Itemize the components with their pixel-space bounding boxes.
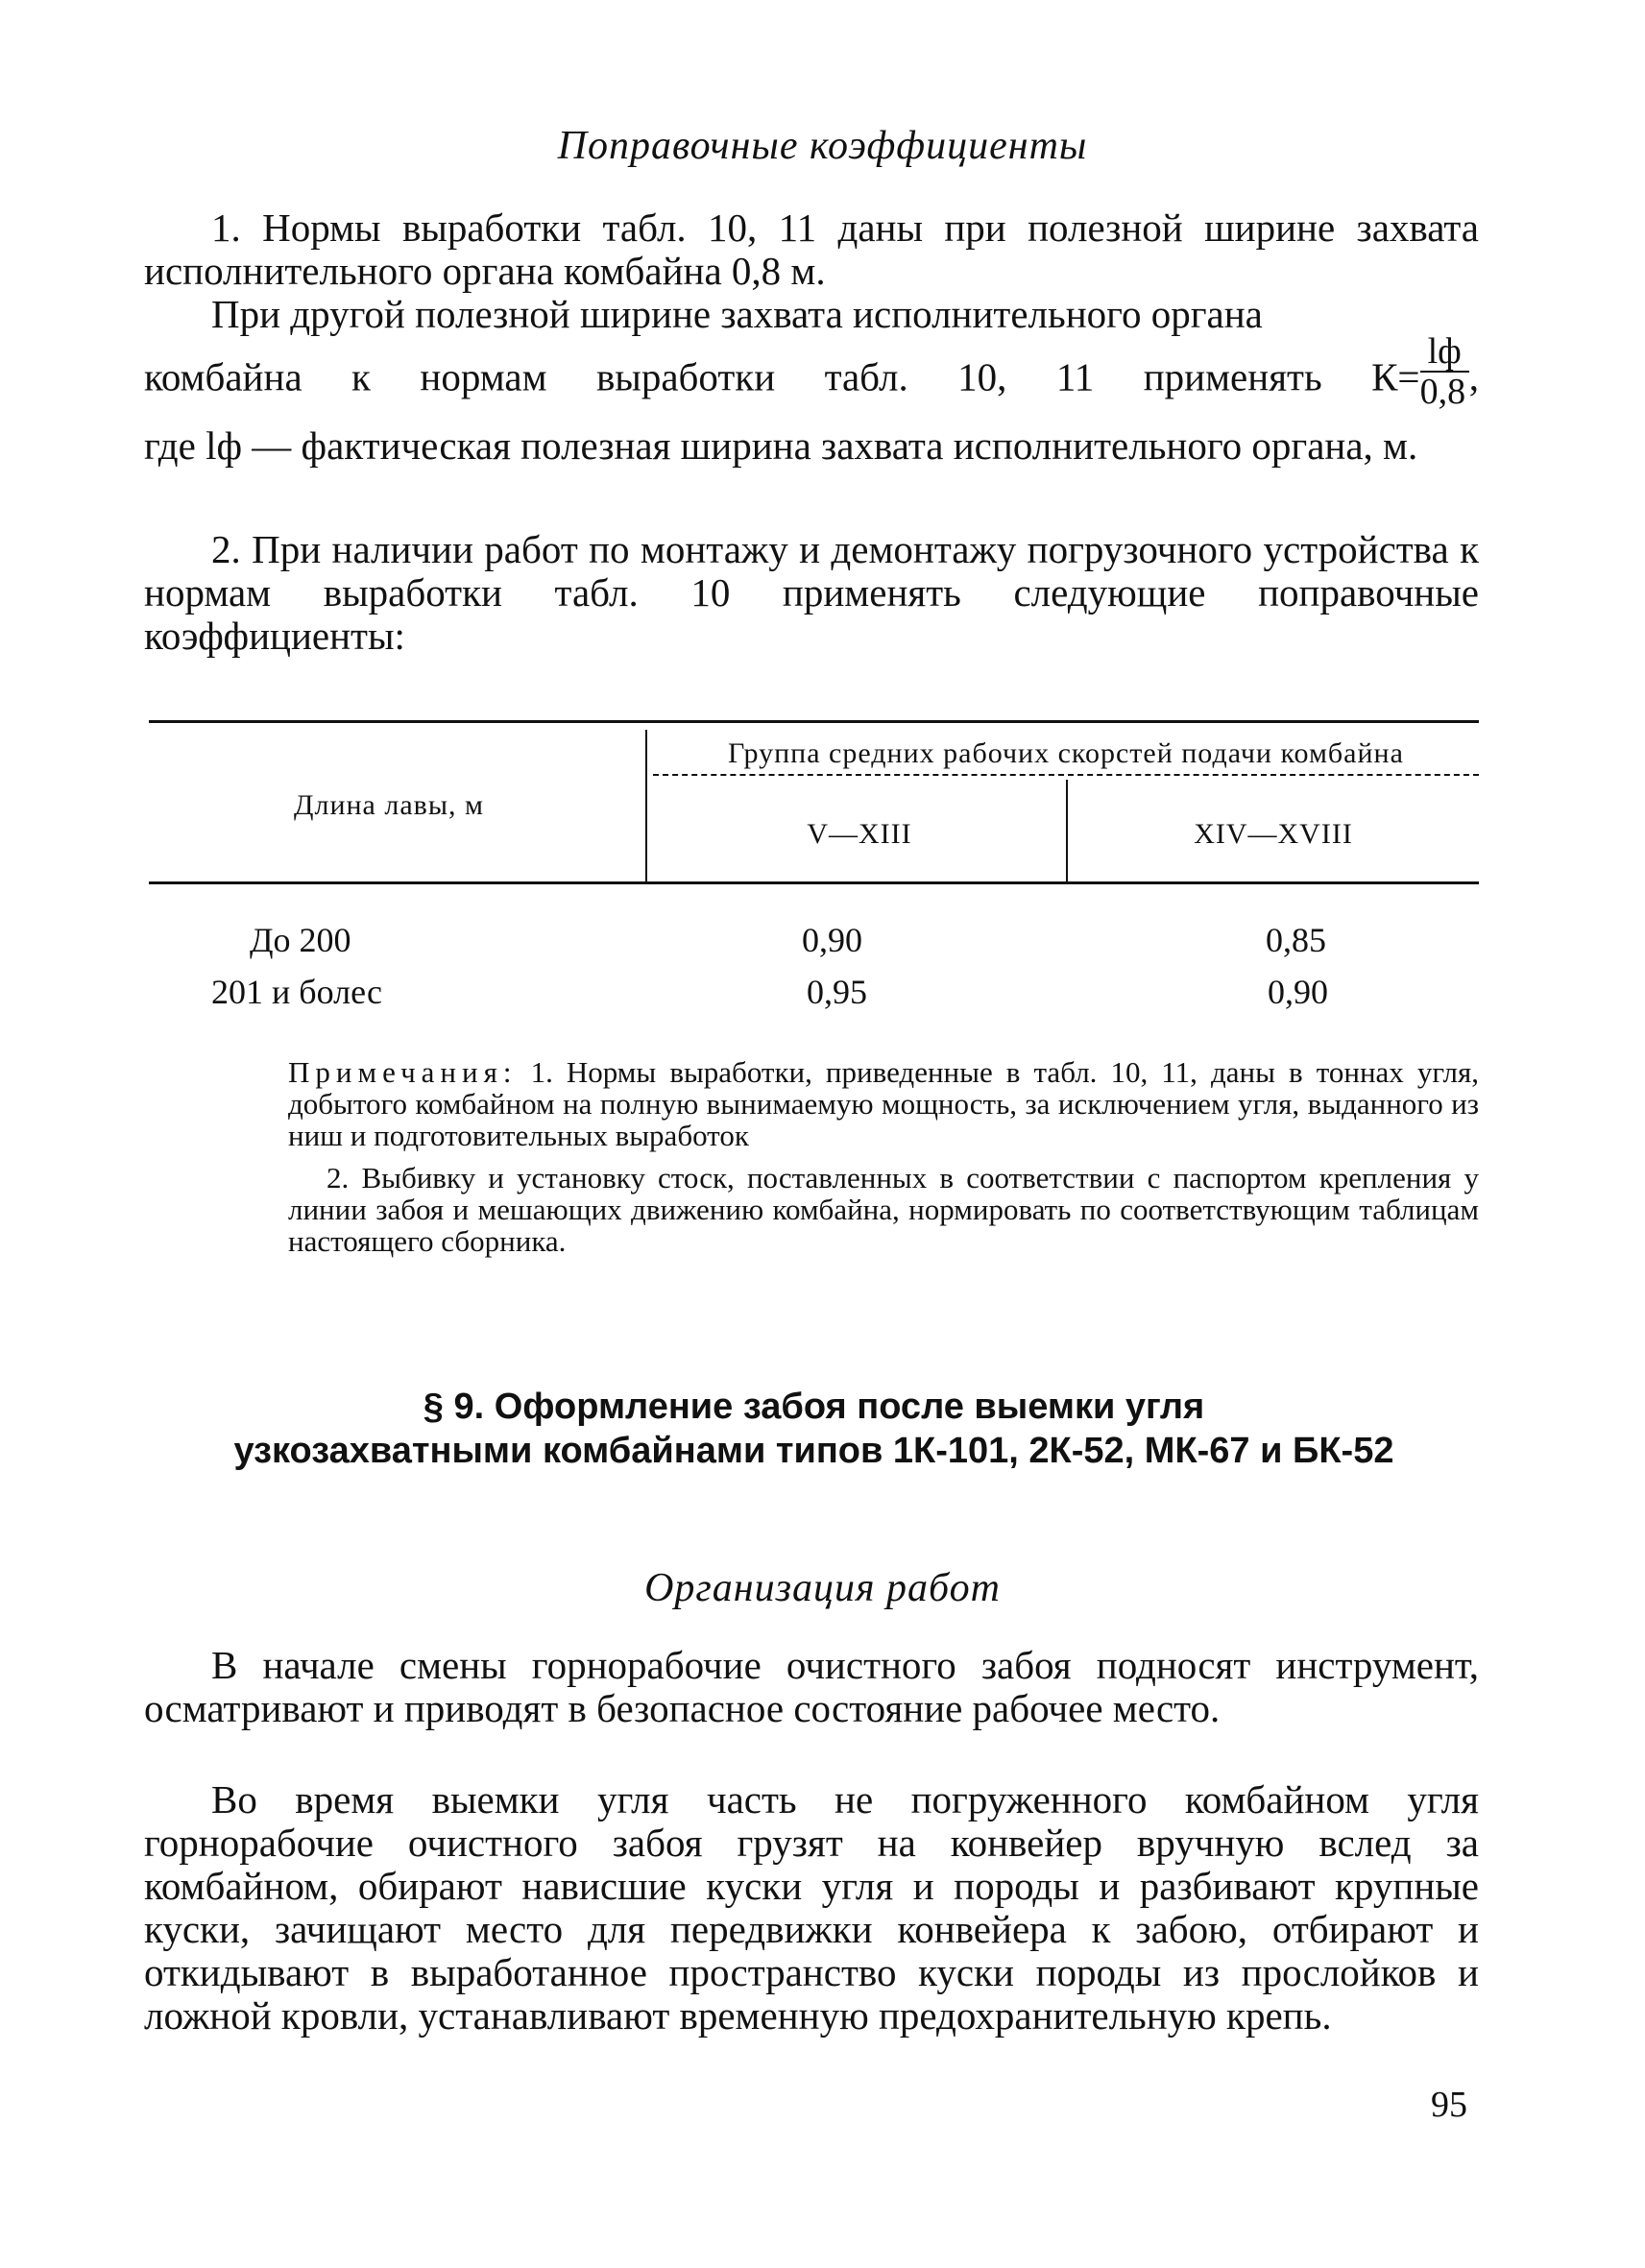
table-row-1-length: До 200: [250, 921, 351, 959]
paragraph-2-line-3: где lф — фактическая полезная ширина захвата исполнительного органа, м.: [144, 423, 1418, 468]
table-header-col-b: XIV—XVIII: [1194, 818, 1353, 850]
table-row-1-col-a: 0,90: [802, 921, 862, 959]
table-header-length: Длина лавы, м: [294, 789, 484, 821]
corrections-heading: Поправочные коэффициенты: [557, 124, 1088, 168]
table-divider: [645, 730, 647, 881]
organization-paragraph-1: В начале смены горнорабочие очистного забоя подносят инструмент, осматривают и приводят в безопасное состояние рабочее место.: [144, 1643, 1479, 1730]
table-note-1: Примечания: 1. Нормы выработки, приведенные в табл. 10, 11, даны в тоннах угля, добытого комбайном на полную вынимаемую мощность, за исключением угля, выданного из ниш и подготовительных выработок: [288, 1055, 1479, 1152]
organization-heading: Организация работ: [644, 1566, 1001, 1610]
paragraph-2-line-1: При другой полезной ширине захвата исполнительного органа: [211, 292, 1263, 336]
correction-formula: $\frac{lф}{0,8}$: [1420, 332, 1469, 411]
table-row-2-length: 201 и болес: [211, 973, 382, 1011]
paragraph-2-line-2: комбайна к нормам выработки табл. 10, 11 применять К= $\frac{lф}{0,8}$ ,: [144, 331, 1479, 412]
table-row-2-col-a: 0,95: [807, 973, 867, 1011]
page-number: 95: [1431, 2085, 1467, 2125]
corrections-paragraph-1: 1. Нормы выработки табл. 10, 11 даны при полезной ширине захвата исполнительного органа комбайна 0,8 м.: [144, 205, 1479, 293]
table-row-2-col-b: 0,90: [1268, 973, 1328, 1011]
corrections-paragraph-2: [144, 293, 1479, 468]
table-header-rule: [149, 881, 1479, 884]
table-header-group: Группа средних рабочих скорстей подачи комбайна: [653, 737, 1479, 776]
table-header-col-a: V—XIII: [807, 818, 912, 850]
table-top-rule: [149, 720, 1479, 723]
table-row-1-col-b: 0,85: [1266, 921, 1326, 959]
section-9-heading: § 9. Оформление забоя после выемки угля узкозахватными комбайнами типов 1К-101, 2К-52, МК-67 и БК-52: [233, 1387, 1394, 1471]
organization-paragraph-2: Во время выемки угля часть не погруженного комбайном угля горнорабочие очистного забоя грузят на конвейер вручную вслед за комбайном, обирают нависшие куски угля и породы и разбивают крупные куски, зачищают место для передвижки конвейера к забою, отбирают и откидывают в выработанное пространство куски породы из прослойков и ложной кровли, устанавливают временную предохранительную крепь.: [144, 1777, 1479, 2038]
corrections-paragraph-3: 2. При наличии работ по монтажу и демонтажу погрузочного устройства к нормам выработки табл. 10 применять следующие поправочные коэффициенты:: [144, 527, 1479, 658]
table-note-2: 2. Выбивку и установку стоск, поставленных в соответствии с паспортом крепления у линии забоя и мешающих движению комбайна, нормировать по соответствующим таблицам настоящего сборника.: [288, 1161, 1479, 1258]
